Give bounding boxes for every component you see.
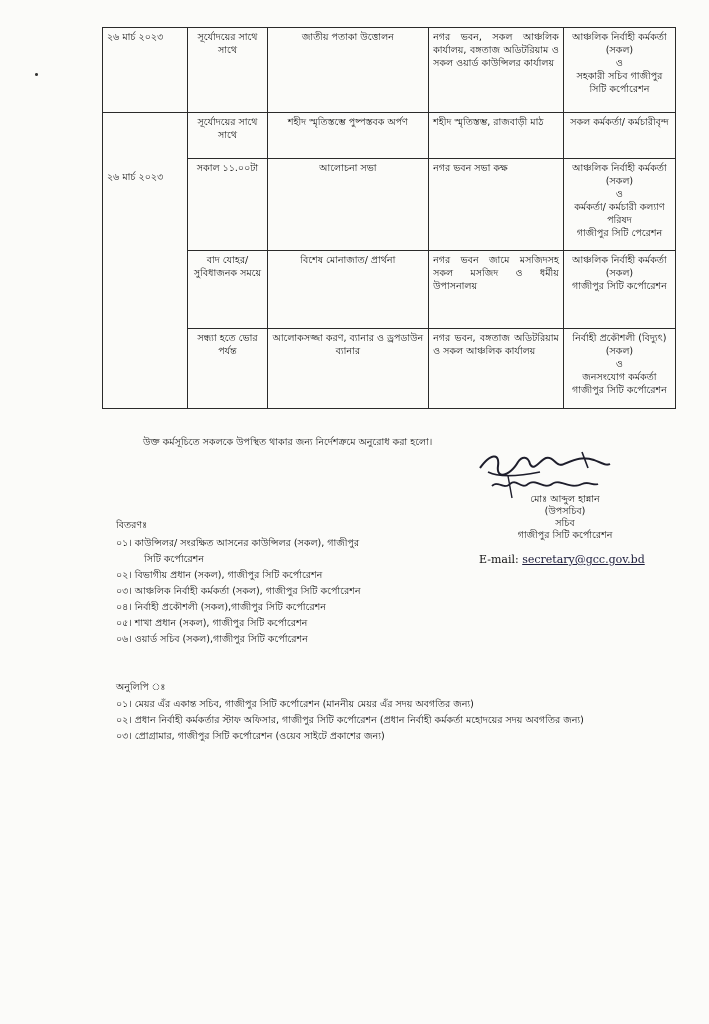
distribution-title: বিতরণঃ [116, 520, 148, 531]
list-item: সিটি কর্পোরেশন [144, 554, 204, 565]
table-row [103, 113, 676, 159]
signature-block [500, 494, 630, 542]
responsible-cell [563, 329, 675, 409]
venue-cell: নগর ভবন, বঙ্গতাজ অডিটরিয়াম ও সকল আঞ্চলিক কার্যালয় [429, 329, 564, 409]
responsible-line: ও [615, 359, 623, 370]
responsible-cell [563, 251, 675, 329]
signer-title: সচিব [555, 518, 575, 529]
responsible-line: ও [615, 58, 623, 69]
venue-cell: নগর ভবন, সকল আঞ্চলিক কার্যালয়, বঙ্গতাজ অডিটরিয়াম ও সকল ওয়ার্ড কাউন্সিলর কার্যালয় [429, 28, 564, 113]
time-cell: সন্ধ্যা হতে ভোর পর্যন্ত [188, 329, 267, 409]
list-item: ০১। কাউন্সিলর/ সংরক্ষিত আসনের কাউন্সিলর (সকল), গাজীপুর [116, 538, 360, 549]
program-cell: বিশেষ মোনাজাত/ প্রার্থনা [267, 251, 429, 329]
email-link[interactable]: secretary@gcc.gov.bd [522, 553, 645, 566]
time-cell: বাদ যোহর/ সুবিধাজনক সময়ে [188, 251, 267, 329]
copies-list [116, 697, 584, 745]
responsible-line: আঞ্চলিক নির্বাহী কর্মকর্তা (সকল) [572, 163, 667, 187]
date-text: ২৬ মার্চ ২০২৩ [107, 172, 164, 183]
time-cell: সূর্যোদয়ের সাথে সাথে [188, 113, 267, 159]
responsible-line: সহকারী সচিব গাজীপুর সিটি কর্পোরেশন [576, 71, 663, 95]
responsible-line: কর্মকর্তা/ কর্মচারী কল্যাণ পরিষদ [574, 202, 665, 226]
responsible-line: আঞ্চলিক নির্বাহী কর্মকর্তা (সকল) [572, 255, 667, 279]
responsible-cell [563, 159, 675, 251]
table-row [103, 28, 676, 113]
signer-designation: (উপসচিব) [544, 506, 586, 517]
venue-cell: শহীদ স্মৃতিস্তম্ভ, রাজবাড়ী মাঠ [429, 113, 564, 159]
responsible-cell [563, 28, 675, 113]
list-item: ০৩। আঞ্চলিক নির্বাহী কর্মকর্তা (সকল), গাজীপুর সিটি কর্পোরেশন [116, 586, 361, 597]
time-cell: সূর্যোদয়ের সাথে সাথে [188, 28, 267, 113]
responsible-line: গাজীপুর সিটি কর্পোরেশন [572, 281, 667, 292]
responsible-line: ও [615, 189, 623, 200]
list-item: ০৩। প্রোগ্রামার, গাজীপুর সিটি কর্পোরেশন (ওয়েব সাইটে প্রকাশের জন্য) [116, 731, 385, 742]
email-line [479, 553, 645, 566]
table-row [103, 329, 676, 409]
date-cell: ২৬ মার্চ ২০২৩ [103, 28, 188, 113]
list-item: ০২। প্রধান নির্বাহী কর্মকর্তার স্টাফ অফিসার, গাজীপুর সিটি কর্পোরেশন (প্রধান নির্বাহী কর্মকর্তা মহোদয়ের সদয় অবগতির জন্য) [116, 715, 584, 726]
responsible-line: গাজীপুর সিটি পেরেশন [576, 228, 663, 239]
responsible-cell: সকল কর্মকর্তা/ কর্মচারীবৃন্দ [563, 113, 675, 159]
program-cell: জাতীয় পতাকা উত্তোলন [267, 28, 429, 113]
list-item: ০১। মেয়র এঁর একান্ত সচিব, গাজীপুর সিটি কর্পোরেশন (মাননীয় মেয়র এঁর সদয় অবগতির জন্য) [116, 699, 474, 710]
copies-title: অনুলিপি ঃ [116, 682, 166, 693]
distribution-list [116, 536, 361, 648]
table-row [103, 159, 676, 251]
list-item: ০৫। শাখা প্রধান (সকল), গাজীপুর সিটি কর্পোরেশন [116, 618, 308, 629]
signer-name: মোঃ আব্দুল হান্নান [530, 494, 600, 505]
instruction-text: উক্ত কর্মসূচিতে সকলকে উপস্থিত থাকার জন্য নির্দেশক্রমে অনুরোধ করা হলো। [143, 437, 433, 448]
signer-org: গাজীপুর সিটি কর্পোরেশন [517, 530, 613, 541]
responsible-line: জনসংযোগ কর্মকর্তা গাজীপুর সিটি কর্পোরেশন [572, 372, 667, 396]
email-label: E-mail: [479, 553, 519, 566]
list-item: ০৪। নির্বাহী প্রকৌশলী (সকল),গাজীপুর সিটি কর্পোরেশন [116, 602, 326, 613]
list-item: ০৬। ওয়ার্ড সচিব (সকল),গাজীপুর সিটি কর্পোরেশন [116, 634, 308, 645]
date-cell [103, 113, 188, 409]
program-cell: আলোচনা সভা [267, 159, 429, 251]
table-row [103, 251, 676, 329]
responsible-line: নির্বাহী প্রকৌশলী (বিদ্যুৎ) (সকল) [572, 333, 667, 357]
time-cell: সকাল ১১.০০টা [188, 159, 267, 251]
responsible-line: আঞ্চলিক নির্বাহী কর্মকর্তা (সকল) [572, 32, 667, 56]
schedule-table [102, 27, 676, 409]
venue-cell: নগর ভবন জামে মসজিদসহ সকল মসজিদ ও ধর্মীয় উপাসনালয় [429, 251, 564, 329]
program-cell: আলোকসজ্জা করণ, ব্যানার ও ড্রপডাউন ব্যানার [267, 329, 429, 409]
venue-cell: নগর ভবন সভা কক্ষ [429, 159, 564, 251]
program-cell: শহীদ স্মৃতিস্তম্ভে পুষ্পস্তবক অর্পণ [267, 113, 429, 159]
stray-mark [35, 73, 38, 76]
list-item: ০২। বিভাগীয় প্রধান (সকল), গাজীপুর সিটি কর্পোরেশন [116, 570, 323, 581]
